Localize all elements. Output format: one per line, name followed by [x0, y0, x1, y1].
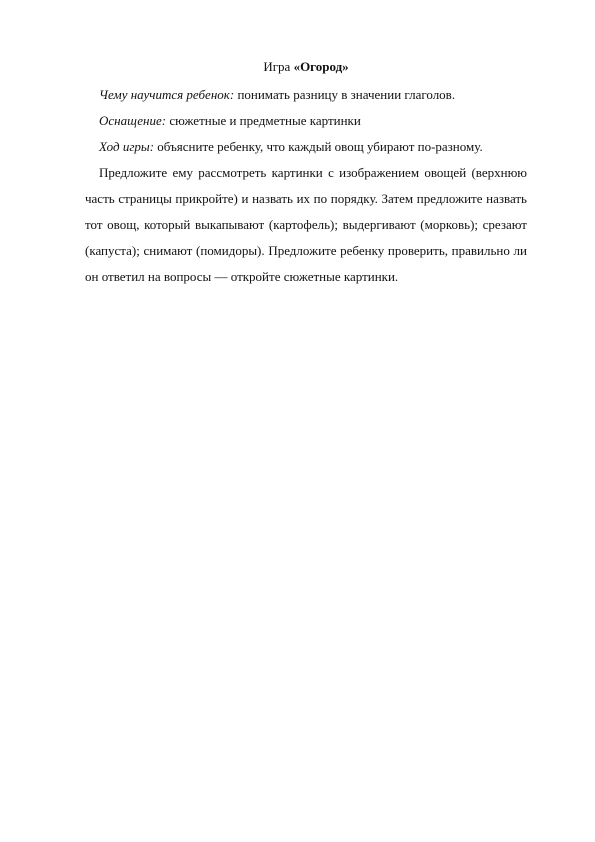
- equipment-text: сюжетные и предметные картинки: [166, 113, 361, 128]
- document-title: [85, 54, 527, 80]
- goal-label: Чему научится ребенок:: [99, 87, 235, 102]
- procedure-label: Ход игры:: [99, 139, 155, 154]
- document-content: [85, 54, 527, 290]
- procedure-line: [85, 134, 527, 160]
- equipment-line: [85, 108, 527, 134]
- title-name: «Огород»: [293, 59, 349, 74]
- title-prefix: Игра: [263, 59, 294, 74]
- goal-text: понимать разницу в значении глаголов.: [234, 87, 456, 102]
- goal-line: [85, 82, 527, 108]
- body-paragraph: Предложите ему рассмотреть картинки с изображением овощей (верхнюю часть страницы прикройте) и назвать их по порядку. Затем предложите назвать тот овощ, который выкапывают (картофель); выдергивают (морковь); срезают (капуста); снимают (помидоры). Предложите ребенку проверить, правильно ли он ответил на вопросы — откройте сюжетные картинки.: [85, 165, 527, 284]
- procedure-text: объясните ребенку, что каждый овощ убирают по-разному.: [154, 139, 483, 154]
- equipment-label: Оснащение:: [99, 113, 167, 128]
